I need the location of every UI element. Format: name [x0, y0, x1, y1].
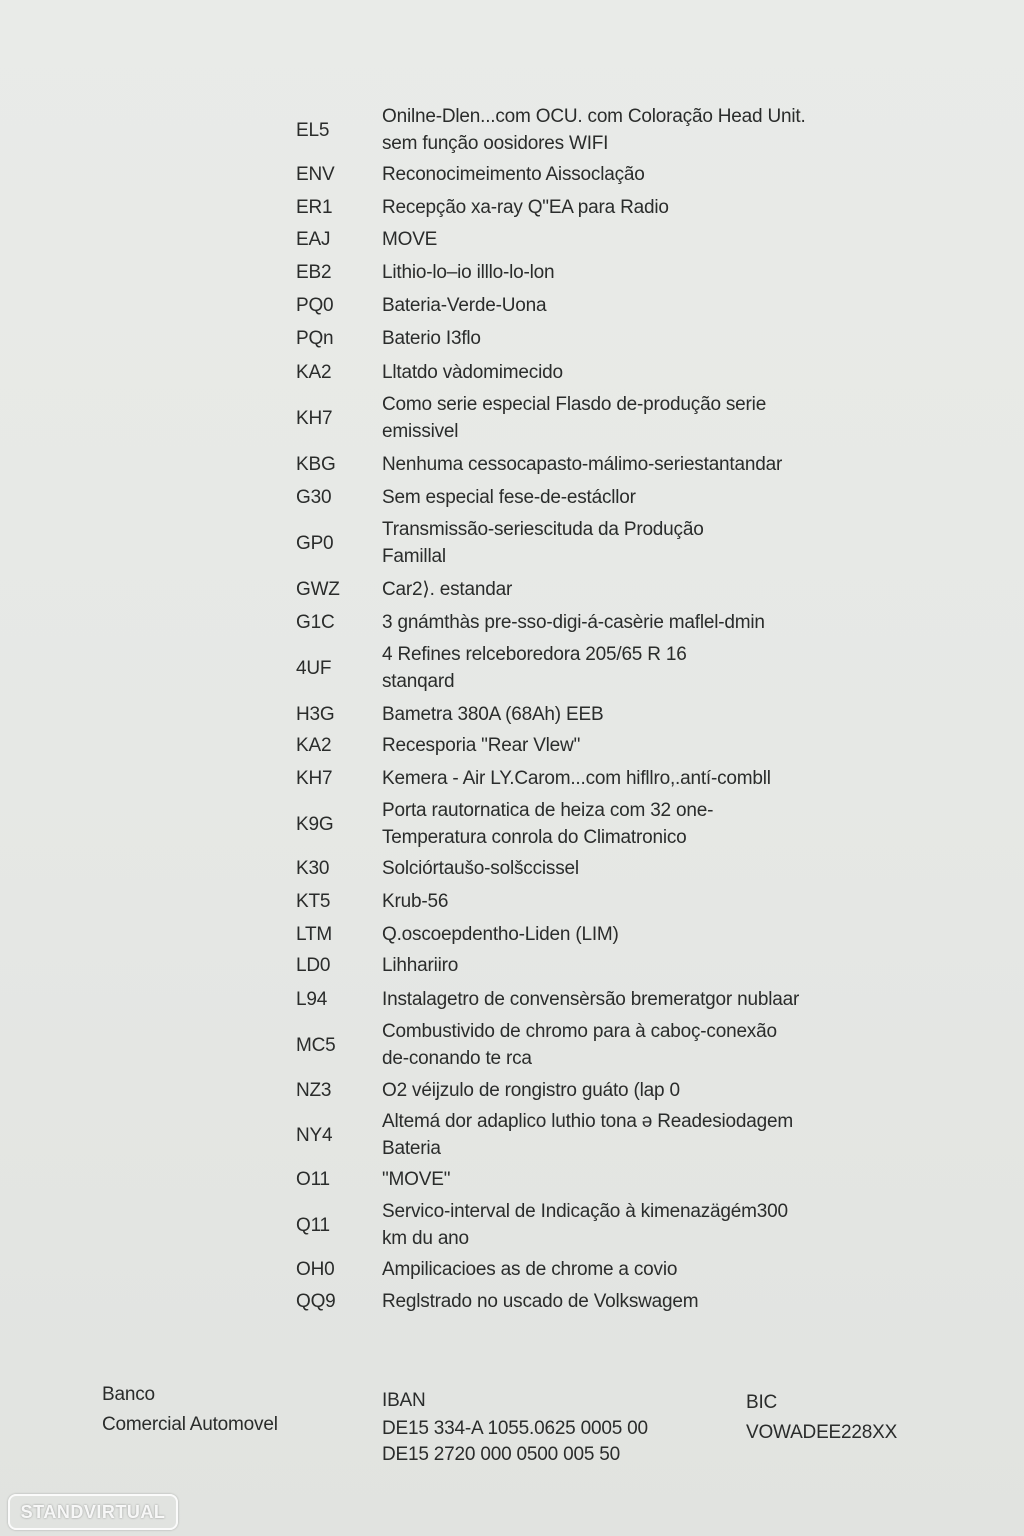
option-code: 4UF	[296, 658, 332, 679]
option-row	[290, 1108, 850, 1162]
option-description	[382, 1256, 850, 1283]
option-code: EL5	[296, 120, 330, 141]
option-code: G30	[296, 487, 332, 508]
option-code: LD0	[296, 955, 331, 976]
option-description	[382, 1166, 850, 1193]
option-description-line: 4 Refines relceboredora 205/65 R 16	[382, 644, 687, 665]
option-row	[290, 1256, 850, 1283]
option-description-line: Q.oscoepdentho-Liden (LIM)	[382, 924, 619, 945]
option-description-line: Lihhariiro	[382, 955, 459, 976]
option-description-line: Bateria-Verde-Uona	[382, 295, 547, 316]
option-code: NY4	[296, 1125, 333, 1146]
option-description-line: Reconocimeimento Aissoclação	[382, 164, 645, 185]
option-description	[382, 952, 850, 979]
option-description	[382, 325, 850, 352]
option-description	[382, 259, 850, 286]
option-description	[382, 855, 850, 882]
iban-label: IBAN	[382, 1390, 426, 1411]
option-row	[290, 921, 850, 948]
option-description-line: Reglstrado no uscado de Volkswagem	[382, 1291, 699, 1312]
option-description-line: Instalagetro de convensèrsão bremeratgor nublaar	[382, 989, 800, 1010]
option-description-line: Altemá dor adaplico luthio tona ə Readesiodagem	[382, 1111, 793, 1132]
option-code: LTM	[296, 924, 332, 945]
option-description-line: Solciórtaušo-solšccissel	[382, 858, 579, 879]
standvirtual-watermark-logo: STANDVIRTUAL	[8, 1494, 178, 1530]
option-code: EAJ	[296, 229, 331, 250]
bank-label: Banco	[102, 1384, 155, 1405]
option-description	[382, 1288, 850, 1315]
option-description	[382, 391, 850, 445]
option-description-line: Car2⟩. estandar	[382, 579, 513, 600]
option-description-line: Como serie especial Flasdo de-produção serie	[382, 394, 767, 415]
option-row	[290, 1166, 850, 1193]
option-row	[290, 484, 850, 511]
option-description-line: Nenhuma cessocapasto-málimo-seriestantandar	[382, 454, 783, 475]
option-row	[290, 1077, 850, 1104]
option-description-line: Porta rautornatica de heiza com 32 one-	[382, 800, 714, 821]
option-description-line: Baterio I3flo	[382, 328, 481, 349]
option-description-line: sem função oosidores WIFI	[382, 133, 609, 154]
option-description-line: 3 gnámthàs pre-sso-digi-á-casèrie maflel-dmin	[382, 612, 765, 633]
option-description	[382, 986, 850, 1013]
option-description-line: stanqard	[382, 671, 455, 692]
option-description	[382, 516, 850, 570]
option-description	[382, 161, 850, 188]
option-row	[290, 765, 850, 792]
option-row	[290, 888, 850, 915]
option-description	[382, 1108, 850, 1162]
option-row	[290, 325, 850, 352]
option-row	[290, 576, 850, 603]
option-description	[382, 103, 850, 157]
option-description-line: km du ano	[382, 1228, 469, 1249]
option-row	[290, 609, 850, 636]
option-row	[290, 641, 850, 695]
option-description-line: Servico-interval de Indicação à kimenazägém300	[382, 1201, 788, 1222]
option-row	[290, 701, 850, 728]
option-code: MC5	[296, 1035, 336, 1056]
option-code: KH7	[296, 768, 333, 789]
option-row	[290, 194, 850, 221]
option-code: PQ0	[296, 295, 334, 316]
option-code: K9G	[296, 814, 334, 835]
option-code: H3G	[296, 704, 335, 725]
option-description-line: Onilne-Dlen...com OCU. com Coloração Head Unit.	[382, 106, 806, 127]
option-description	[382, 1198, 850, 1252]
option-row	[290, 952, 850, 979]
option-code: OH0	[296, 1259, 335, 1280]
option-description	[382, 609, 850, 636]
option-description	[382, 226, 850, 253]
option-description-line: MOVE	[382, 229, 438, 250]
option-row	[290, 516, 850, 570]
option-description-line: Combustivido de chromo para à caboç-conexão	[382, 1021, 777, 1042]
option-code: QQ9	[296, 1291, 336, 1312]
option-description	[382, 451, 850, 478]
option-code: KT5	[296, 891, 331, 912]
option-description-line: Recesporia "Rear Vlew"	[382, 735, 581, 756]
option-description	[382, 732, 850, 759]
bank-column	[102, 1380, 278, 1440]
option-description-line: Famillal	[382, 546, 446, 567]
iban-value-2: DE15 2720 000 0500 005 50	[382, 1444, 620, 1465]
option-code: GP0	[296, 533, 334, 554]
option-description-line: emissivel	[382, 421, 459, 442]
bic-value: VOWADEE228XX	[746, 1422, 898, 1443]
bic-column	[746, 1388, 897, 1448]
option-description-line: O2 véijzulo de rongistro guáto (lap 0	[382, 1080, 680, 1101]
option-description	[382, 359, 850, 386]
iban-column	[382, 1386, 648, 1468]
option-code: KA2	[296, 735, 332, 756]
option-description	[382, 921, 850, 948]
option-description-line: Recepção xa-ray Q"EA para Radio	[382, 197, 669, 218]
option-description-line: Ampilicacioes as de chrome a covio	[382, 1259, 678, 1280]
option-description-line: Transmissão-seriescituda da Produção	[382, 519, 704, 540]
option-description-line: Bateria	[382, 1138, 441, 1159]
option-row	[290, 986, 850, 1013]
option-description-line: Lltatdo vàdomimecido	[382, 362, 563, 383]
option-description-line: Bametra 380A (68Ah) EEB	[382, 704, 604, 725]
option-code: K30	[296, 858, 330, 879]
option-description	[382, 576, 850, 603]
option-row	[290, 391, 850, 445]
option-code: ENV	[296, 164, 335, 185]
option-row	[290, 161, 850, 188]
option-code: NZ3	[296, 1080, 332, 1101]
option-code: KA2	[296, 362, 332, 383]
option-description-line: de-conando te rca	[382, 1048, 532, 1069]
option-description	[382, 797, 850, 851]
option-description-line: Lithio-lo–io illlo-lo-lon	[382, 262, 555, 283]
option-description	[382, 765, 850, 792]
option-code: ER1	[296, 197, 333, 218]
option-description-line: Sem especial fese-de-estácllor	[382, 487, 636, 508]
option-description	[382, 484, 850, 511]
option-row	[290, 1198, 850, 1252]
option-description-line: Kemera - Air LY.Carom...com hifllro,.antí-combll	[382, 768, 771, 789]
option-description-line: Krub-56	[382, 891, 449, 912]
option-row	[290, 732, 850, 759]
option-row	[290, 451, 850, 478]
option-row	[290, 797, 850, 851]
option-code: KBG	[296, 454, 336, 475]
option-description	[382, 1077, 850, 1104]
option-description	[382, 194, 850, 221]
option-description-line: Temperatura conrola do Climatronico	[382, 827, 687, 848]
option-code: O11	[296, 1169, 330, 1190]
option-code: GWZ	[296, 579, 340, 600]
option-code: L94	[296, 989, 328, 1010]
option-row	[290, 359, 850, 386]
iban-value-1: DE15 334-A 1055.0625 0005 00	[382, 1418, 648, 1439]
option-description	[382, 1018, 850, 1072]
option-code: KH7	[296, 408, 333, 429]
bic-label: BIC	[746, 1392, 778, 1413]
option-row	[290, 292, 850, 319]
option-code: G1C	[296, 612, 335, 633]
option-description	[382, 292, 850, 319]
option-row	[290, 855, 850, 882]
option-description	[382, 701, 850, 728]
option-code: Q11	[296, 1215, 330, 1236]
options-list	[290, 98, 850, 1315]
option-row	[290, 1018, 850, 1072]
option-description-line: "MOVE"	[382, 1169, 451, 1190]
option-row	[290, 103, 850, 157]
option-description	[382, 888, 850, 915]
bank-name: Comercial Automovel	[102, 1414, 278, 1435]
option-row	[290, 226, 850, 253]
option-row	[290, 1288, 850, 1315]
option-code: PQn	[296, 328, 334, 349]
option-code: EB2	[296, 262, 332, 283]
option-description	[382, 641, 850, 695]
option-row	[290, 259, 850, 286]
